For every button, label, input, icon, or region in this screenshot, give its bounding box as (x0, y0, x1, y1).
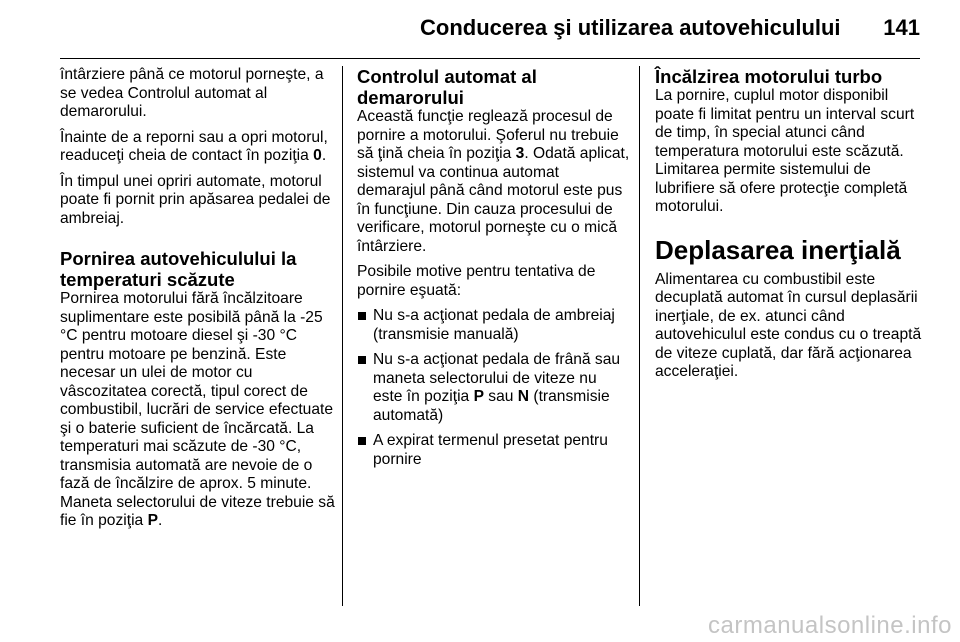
column-1 (60, 66, 335, 538)
paragraph: În timpul unei opriri automate, motorul poate fi pornit prin apăsarea pedalei de ambreiaj. (60, 172, 331, 227)
section-title: Deplasarea inerţială (655, 234, 901, 265)
list-item: Nu s-a acţionat pedala de ambreiaj (transmisie manuală) (357, 307, 630, 344)
watermark: carmanualsonline.info (708, 612, 952, 639)
paragraph: La pornire, cuplul motor disponibil poate fi limitat pentru un interval scurt de timp, în special atunci când temperatura motorului este scăzută. Limitarea permite sistemului de lubrifiere să ofere protecţie completă motorului. (655, 87, 915, 215)
column-2 (357, 66, 630, 476)
paragraph: întârziere până ce motorul porneşte, a se vedea Controlul automat al demarorului. (60, 66, 324, 120)
running-header: Conducerea şi utilizarea autovehiculului (420, 15, 841, 40)
paragraph: Alimentarea cu combustibil este decuplată automat în cursul deplasării inerţiale, de ex. atunci când autovehiculul este condus cu o treaptă de viteze cuplată, dar fără acţionarea acceleraţiei. (655, 270, 922, 380)
column-divider (342, 66, 343, 606)
paragraph: Înainte de a reporni sau a opri motorul, readuceţi cheia de contact în poziţia 0. (60, 128, 328, 164)
column-divider (639, 66, 640, 606)
page-number: 141 (883, 15, 920, 40)
paragraph: Pornirea motorului fără încălzitoare suplimentare este posibilă până la -25 °C pentru motoare diesel şi -30 °C pentru motoare pe benzină. Este necesar un ulei de motor cu vâscozitatea corectă, tipul corect de combustibil, lucrări de service efectuate şi o baterie suficient de încărcată. La temperaturi mai scăzute de -30 °C, transmisia automată are nevoie de o fază de încălzire de aprox. 5 minute. Maneta selectorului de viteze trebuie să fie în poziţia P. (60, 290, 335, 529)
section-heading: Încălzirea motorului turbo (655, 66, 883, 87)
column-3 (655, 66, 925, 389)
section-heading: Controlul automat al demarorului (357, 66, 537, 108)
paragraph: Această funcţie reglează procesul de pornire a motorului. Şoferul nu trebuie să ţină cheia în poziţia 3. Odată aplicat, sistemul va continua automat demarajul până când motorul este pus în funcţiune. Din cauza procesului de verificare, motorul porneşte cu o mică întârziere. (357, 108, 630, 255)
bullet-list (357, 307, 630, 469)
list-item: Nu s-a acţionat pedala de frână sau maneta selectorului de viteze nu este în poziţia P sau N (transmisie automată) (357, 351, 630, 425)
section-heading: Pornirea autovehiculului la temperaturi scăzute (60, 248, 297, 290)
header-rule (60, 58, 920, 59)
list-item: A expirat termenul presetat pentru pornire (357, 432, 630, 469)
paragraph: Posibile motive pentru tentativa de pornire eşuată: (357, 263, 596, 299)
